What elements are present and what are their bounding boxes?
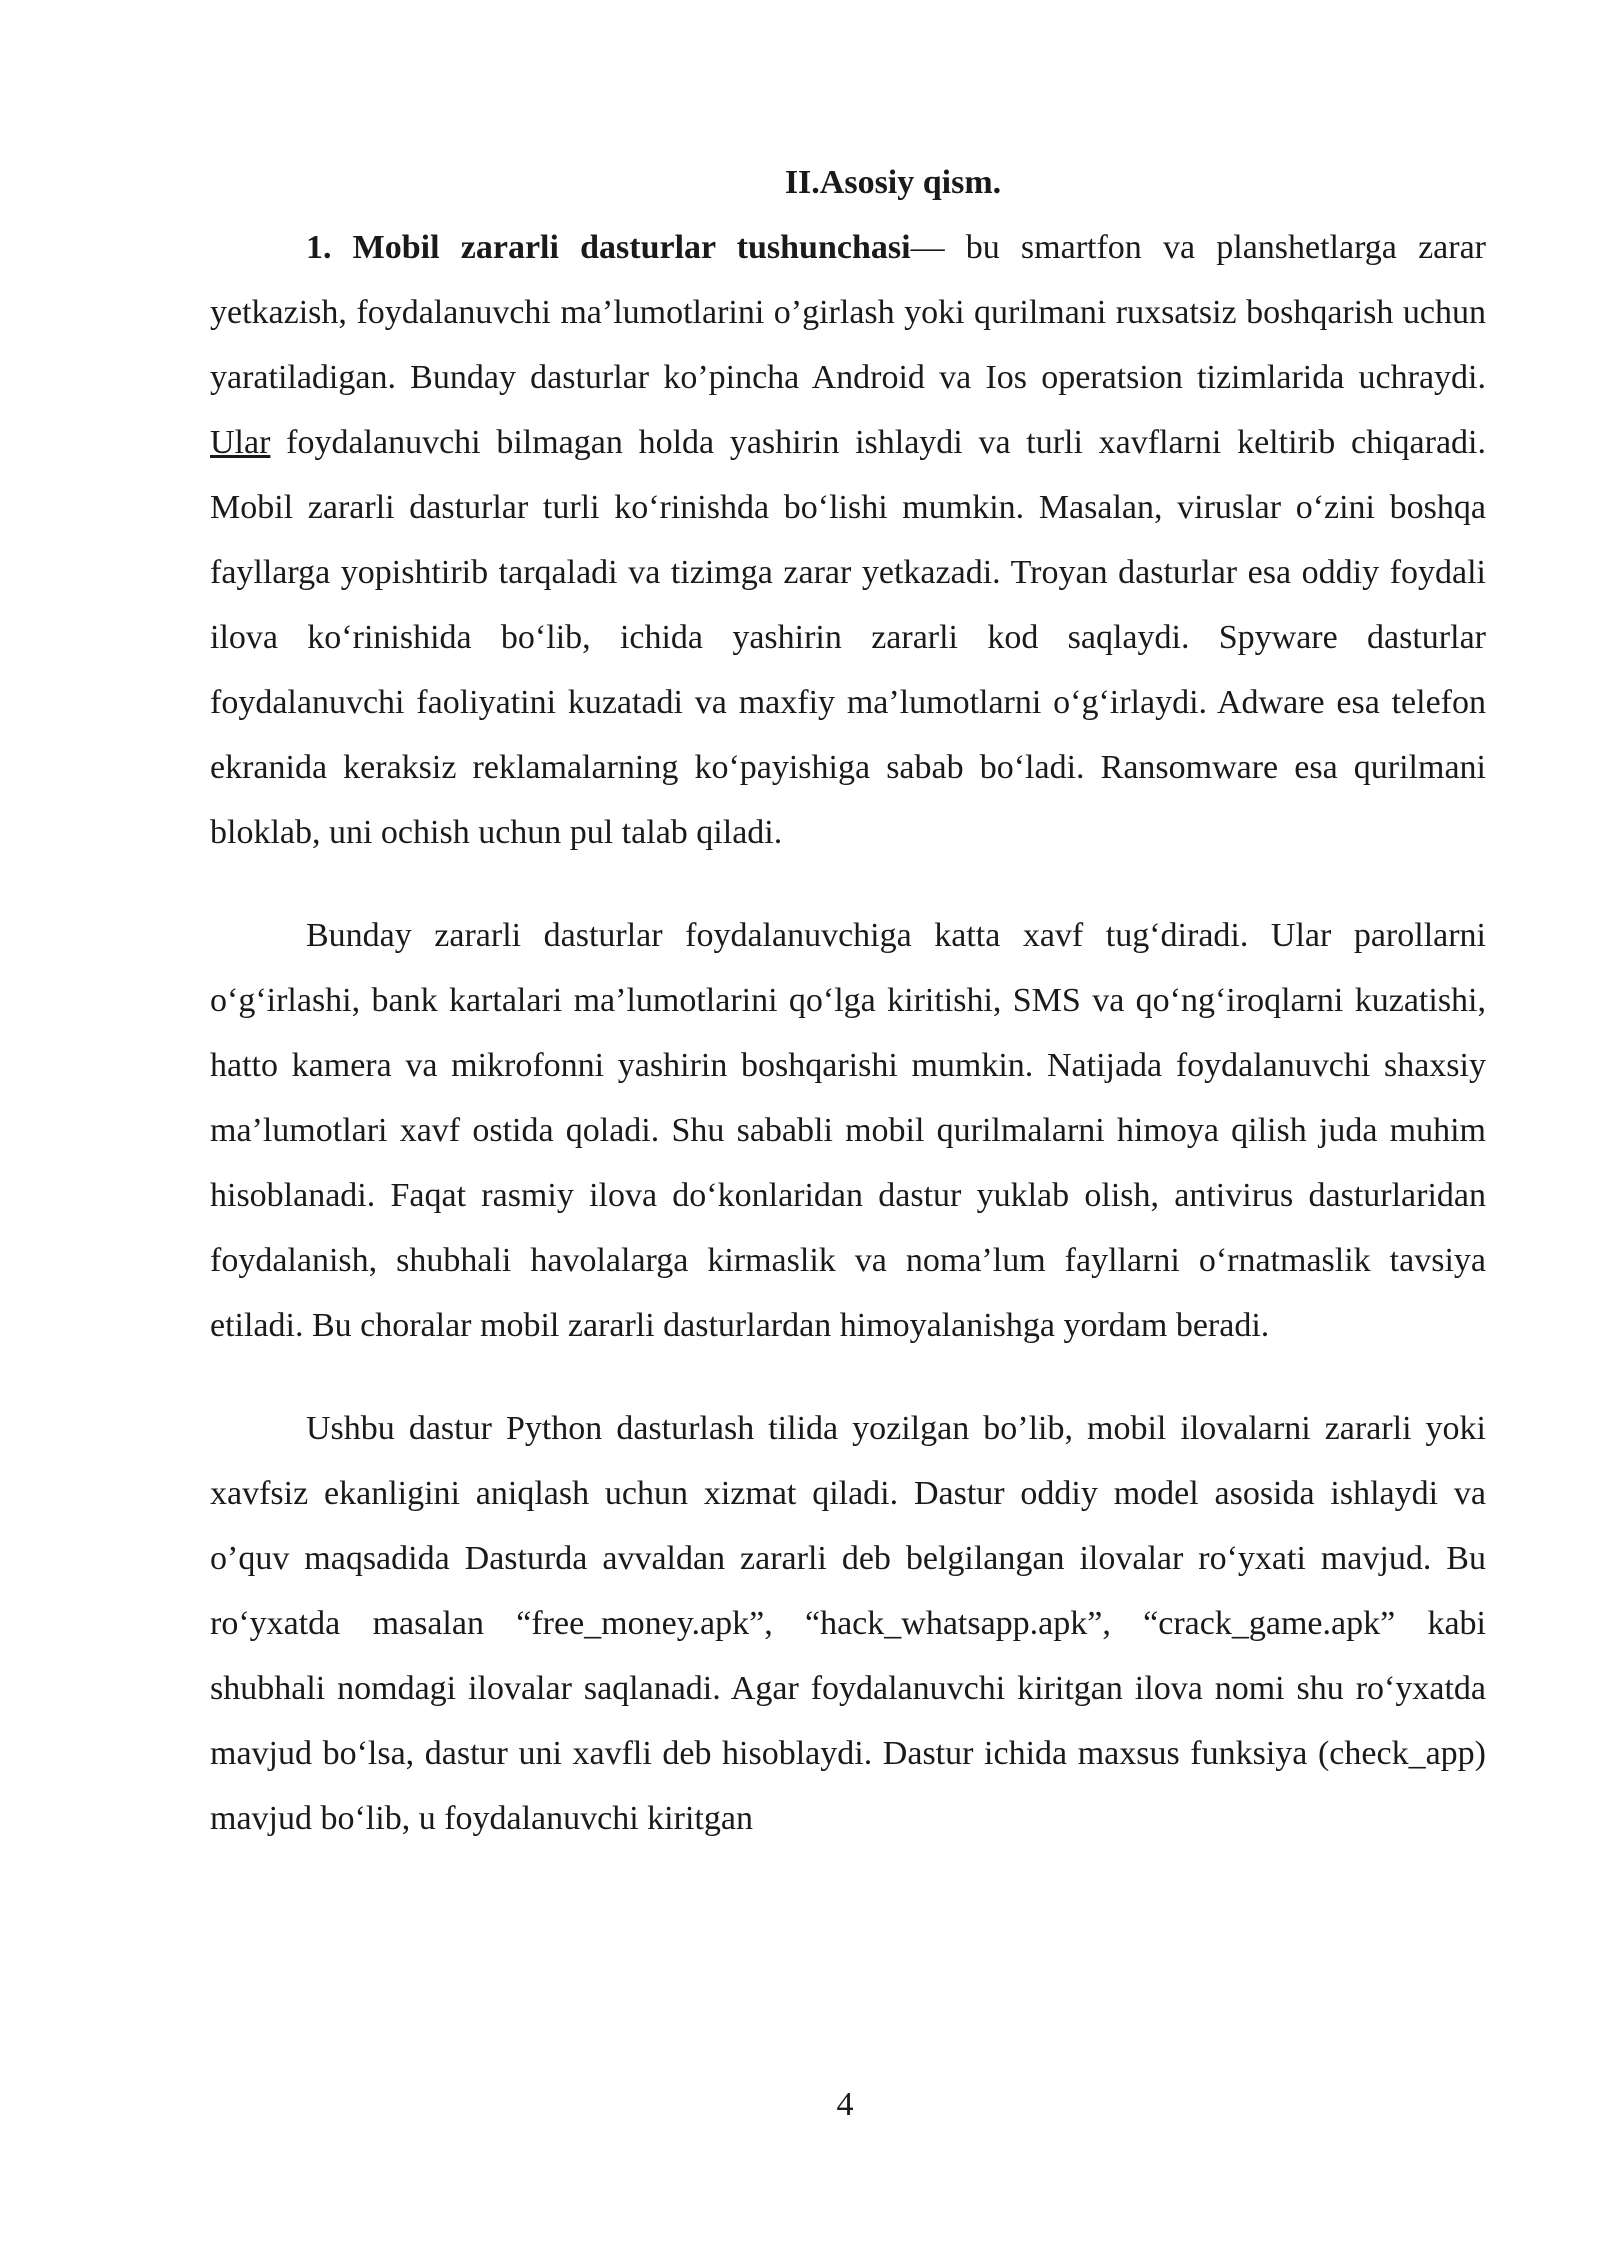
- page-body: [210, 150, 1486, 1851]
- paragraph-2: Bunday zararli dasturlar foydalanuvchiga katta xavf tug‘diradi. Ular parollarni o‘g‘irlashi, bank kartalari ma’lumotlarini qo‘lga kiritishi, SMS va qo‘ng‘iroqlarni kuzatishi, hatto kamera va mikrofonni yashirin boshqarishi mumkin. Natijada foydalanuvchi shaxsiy ma’lumotlari xavf ostida qoladi. Shu sababli mobil qurilmalarni himoya qilish juda muhim hisoblanadi. Faqat rasmiy ilova do‘konlaridan dastur yuklab olish, antivirus dasturlaridan foydalanish, shubhali havolalarga kirmaslik va noma’lum fayllarni o‘rnatmaslik tavsiya etiladi. Bu choralar mobil zararli dasturlardan himoyalanishga yordam beradi.: [210, 917, 1486, 1344]
- paragraph-1-text-a: — bu smartfon va planshetlarga zarar yetkazish, foydalanuvchi ma’lumotlarini o’girlash yoki qurilmani ruxsatsiz boshqarish uchun yaratiladigan. Bunday dasturlar ko’pincha Android va Ios operatsion tizimlarida uchraydi.: [210, 229, 1487, 396]
- underlined-word: Ular: [210, 424, 271, 461]
- subsection-title: 1. Mobil zararli dasturlar tushunchasi: [306, 229, 911, 266]
- paragraph-1: [210, 215, 1486, 865]
- paragraph-3: Ushbu dastur Python dasturlash tilida yozilgan bo’lib, mobil ilovalarni zararli yoki xavfsiz ekanligini aniqlash uchun xizmat qiladi. Dastur oddiy model asosida ishlaydi va o’quv maqsadida Dasturda avvaldan zararli deb belgilangan ilovalar ro‘yxati mavjud. Bu ro‘yxatda masalan “free_money.apk”, “hack_whatsapp.apk”, “crack_game.apk” kabi shubhali nomdagi ilovalar saqlanadi. Agar foydalanuvchi kiritgan ilova nomi shu ro‘yxatda mavjud bo‘lsa, dastur uni xavfli deb hisoblaydi. Dastur ichida maxsus funksiya (check_app) mavjud bo‘lib, u foydalanuvchi kiritgan: [210, 1410, 1486, 1837]
- page-number: 4: [836, 2086, 854, 2123]
- paragraph-1-text-b: foydalanuvchi bilmagan holda yashirin ishlaydi va turli xavflarni keltirib chiqaradi. Mobil zararli dasturlar turli ko‘rinishda bo‘lishi mumkin. Masalan, viruslar o‘zini boshqa fayllarga yopishtirib tarqaladi va tizimga zarar yetkazadi. Troyan dasturlar esa oddiy foydali ilova ko‘rinishida bo‘lib, ichida yashirin zararli kod saqlaydi. Spyware dasturlar foydalanuvchi faoliyatini kuzatadi va maxfiy ma’lumotlarni o‘g‘irlaydi. Adware esa telefon ekranida keraksiz reklamalarning ko‘payishiga sabab bo‘ladi. Ransomware esa qurilmani bloklab, uni ochish uchun pul talab qiladi.: [210, 424, 1486, 851]
- section-heading: II.Asosiy qism.: [784, 164, 1002, 201]
